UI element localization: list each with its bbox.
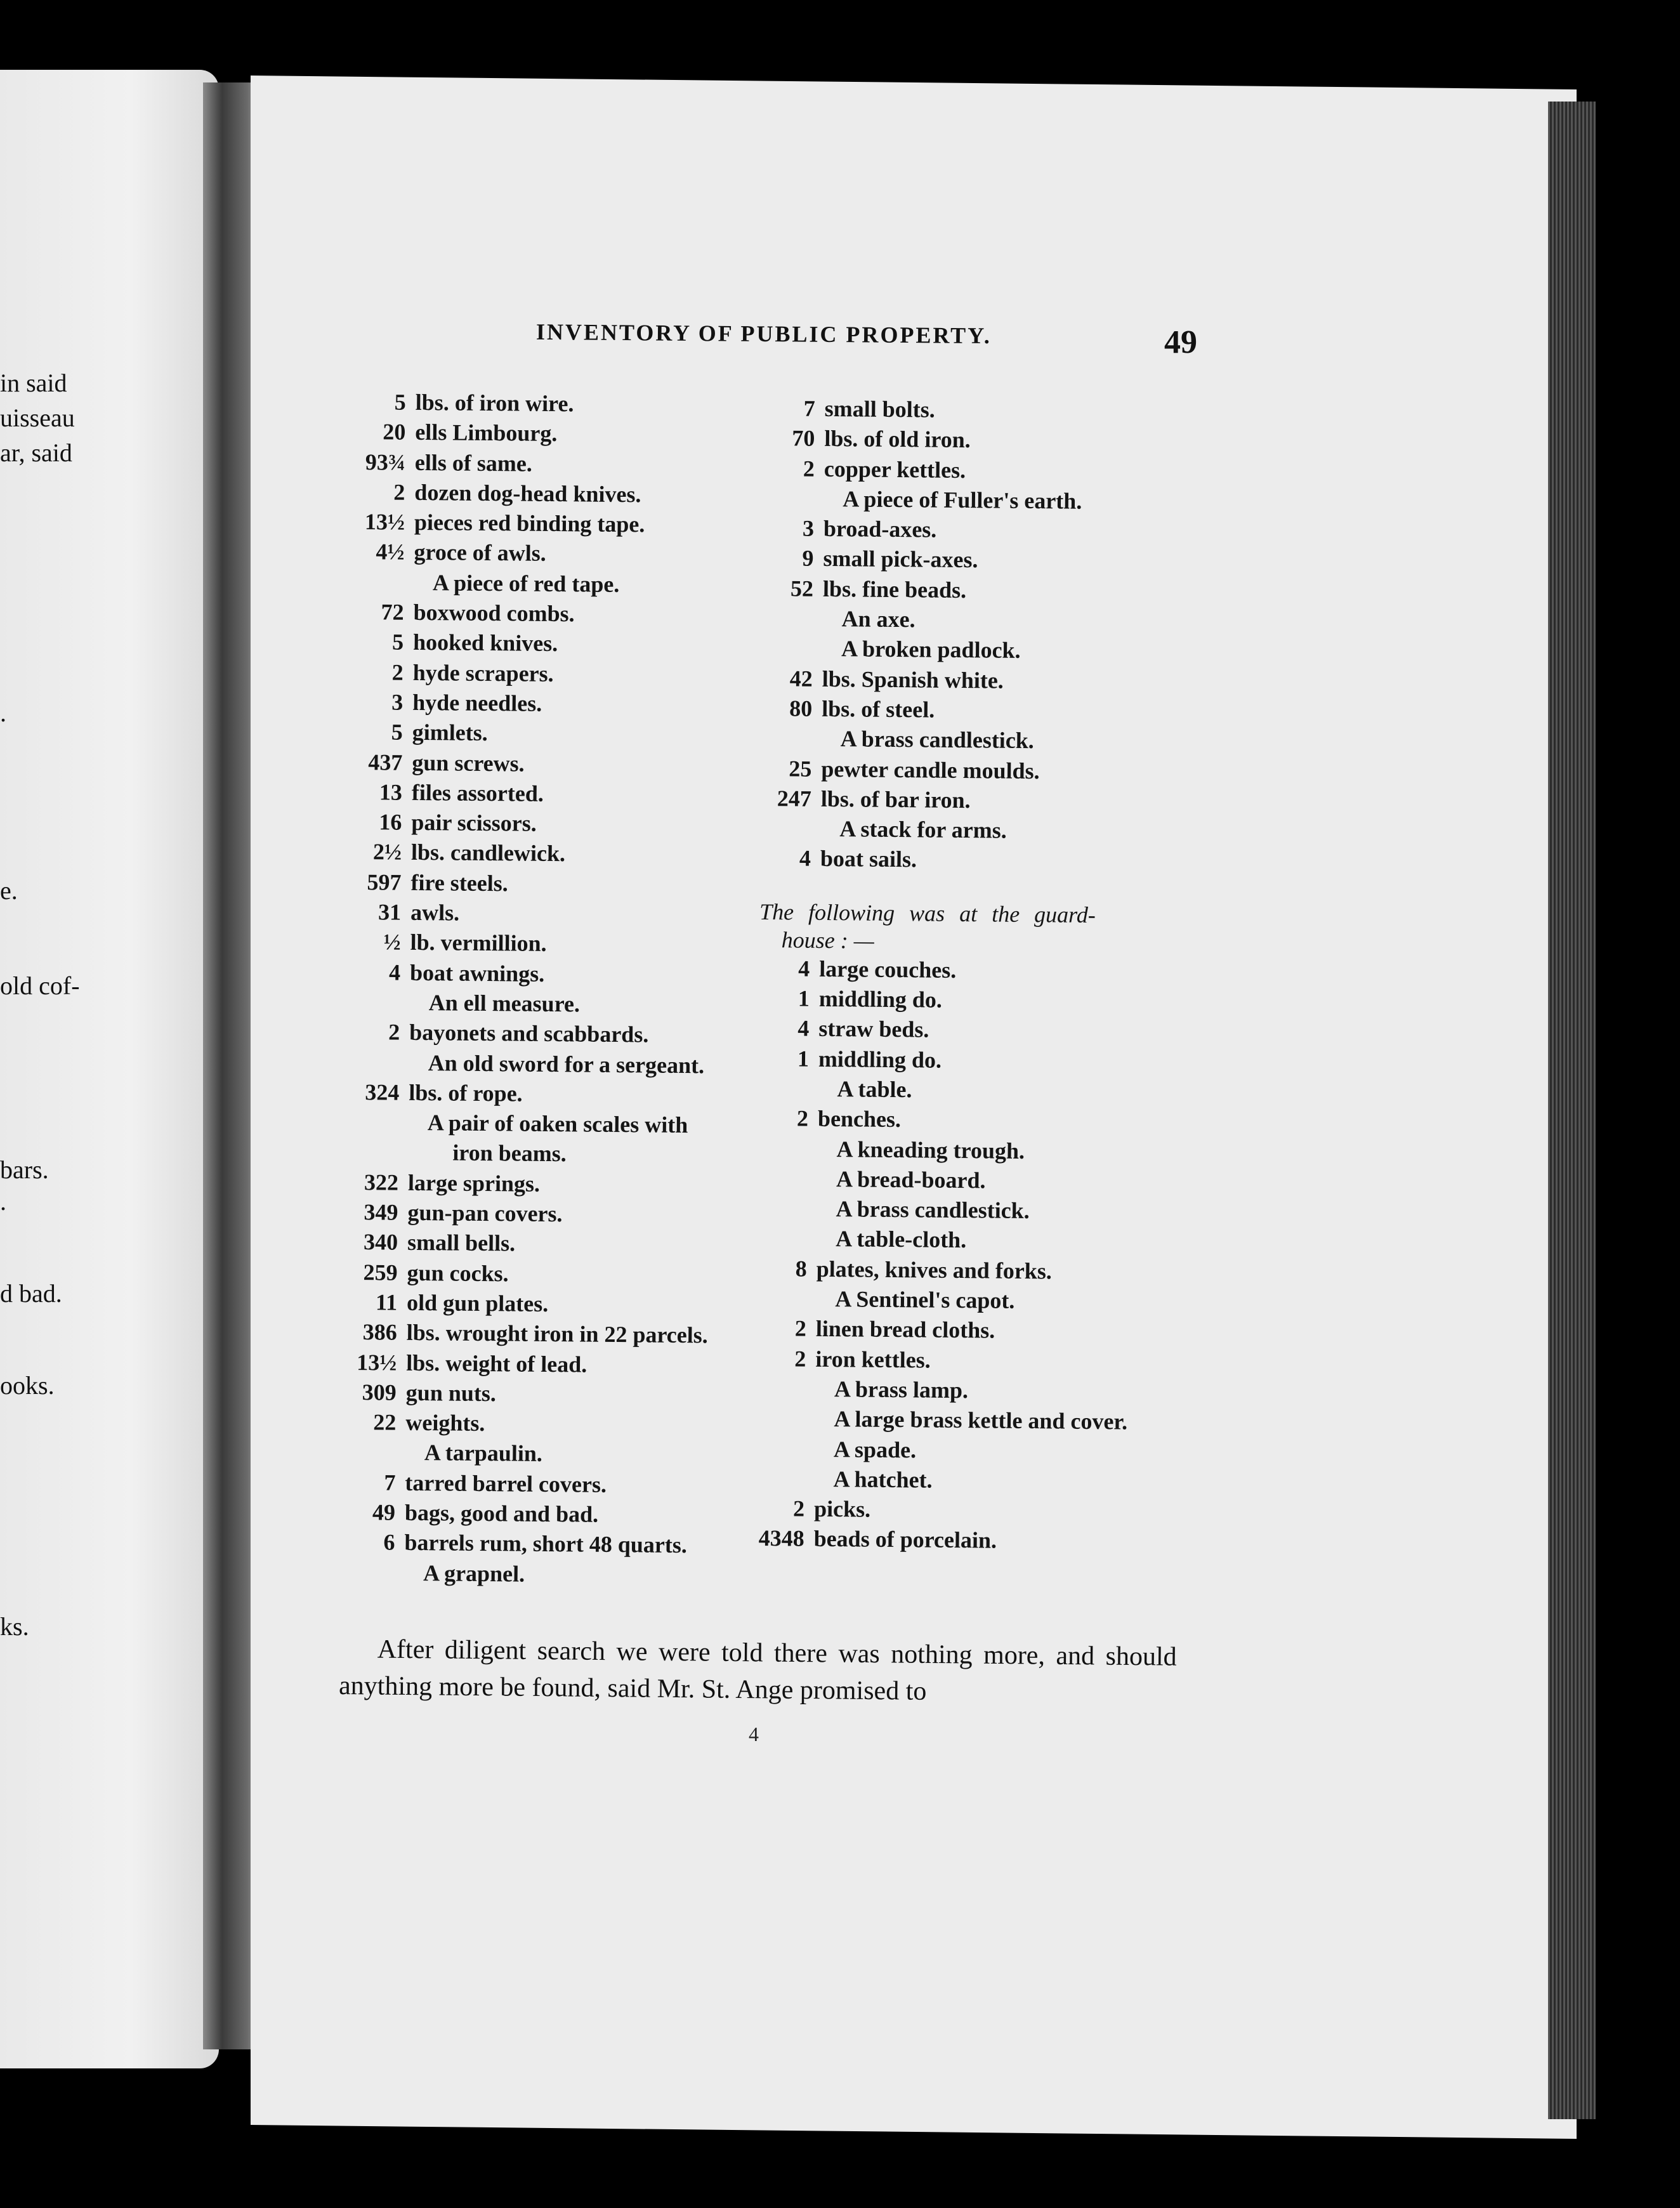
inventory-item [762,633,1193,667]
item-description: A table-cloth. [836,1226,967,1253]
item-quantity: 2 [794,1315,807,1342]
item-description: tarred barrel covers. [405,1469,607,1497]
item-description: groce of awls. [414,539,546,567]
inventory-item [351,747,758,781]
inventory-item [756,1284,1187,1318]
facing-page-fragment: d bad. [0,1279,62,1308]
item-description: old gun plates. [406,1289,549,1317]
item-description: iron beams. [452,1140,567,1167]
item-description: lbs. weight of lead. [406,1350,587,1377]
item-quantity [763,603,813,604]
guardhouse-heading-cont: house : — [781,927,874,954]
inventory-item [758,1044,1190,1078]
item-quantity [764,483,815,484]
item-description: lbs. of old iron. [824,426,971,453]
item-quantity: 324 [365,1079,400,1105]
item-quantity: 31 [377,899,402,925]
item-quantity: 597 [367,869,402,895]
item-quantity [348,1107,399,1108]
inventory-item [347,1197,753,1231]
item-quantity: 349 [364,1199,398,1225]
inventory-item [345,1497,751,1531]
inventory-item [355,387,761,421]
item-quantity: 5 [394,389,406,415]
inventory-item [754,1433,1186,1468]
item-description: ells Limbourg. [415,419,558,447]
item-description: gun screws. [412,749,525,777]
page-edges [1548,102,1596,2119]
item-description: lbs. of iron wire. [415,389,574,417]
item-description: A table. [837,1076,912,1103]
inventory-item [756,1223,1188,1258]
facing-page-fragment: . [0,699,6,727]
item-quantity: 13½ [357,1349,397,1376]
item-quantity: 1 [797,985,810,1011]
item-description: A brass candlestick. [836,1196,1030,1224]
item-quantity: 22 [373,1409,397,1435]
item-description: picks. [813,1495,871,1522]
item-quantity: 437 [368,749,403,775]
inventory-item [350,867,756,901]
facing-page-fragment: uisseau [0,404,75,432]
inventory-item [763,513,1195,548]
item-description: A bread-board. [836,1166,986,1193]
item-description: gimlets. [412,720,488,746]
item-quantity [758,1133,808,1134]
item-quantity: 2 [388,1019,400,1045]
facing-page-fragment: bars. [0,1155,49,1184]
item-quantity: 4 [388,959,401,985]
item-quantity: 2 [794,1346,806,1372]
inventory-item [349,1017,755,1051]
item-quantity [761,813,811,814]
inventory-item [763,543,1194,577]
item-quantity: 2 [803,456,815,482]
item-description: bayonets and scabbards. [409,1020,649,1048]
inventory-item [355,417,761,450]
inventory-list-stores [760,393,1196,877]
inventory-column-left [344,387,761,1591]
inventory-item [761,664,1193,698]
item-description: hooked knives. [412,629,558,657]
inventory-item [346,1287,752,1321]
item-description: lbs. of rope. [409,1079,523,1107]
item-quantity [353,567,404,568]
facing-page-fragment: ar, said [0,438,72,467]
item-quantity: 11 [375,1289,398,1315]
inventory-item [759,983,1190,1018]
inventory-item [761,723,1193,758]
inventory-item [351,777,758,811]
item-description: A grapnel. [423,1560,525,1587]
item-description: large couches. [819,956,957,983]
item-quantity: 42 [789,666,813,692]
inventory-item [755,1344,1186,1378]
inventory-item [346,1377,752,1411]
item-description: A pair of oaken scales with [427,1110,688,1138]
item-quantity: 49 [372,1499,396,1525]
item-description: A piece of red tape. [432,569,620,597]
item-quantity: 3 [802,515,815,541]
inventory-item [344,1527,750,1561]
inventory-item [353,537,759,570]
item-quantity: 5 [391,629,404,655]
item-quantity [349,1047,400,1048]
inventory-item [346,1258,752,1291]
inventory-item [758,1103,1189,1138]
item-quantity: 6 [383,1529,395,1555]
item-description: beads of porcelain. [813,1526,997,1553]
inventory-item [761,754,1192,788]
inventory-item [348,1077,754,1111]
signature-mark: 4 [749,1723,759,1745]
item-description: gun cocks. [407,1259,509,1286]
item-description: A brass candlestick. [840,726,1035,754]
item-description: An old sword for a sergeant. [428,1049,705,1078]
inventory-item [755,1374,1186,1408]
inventory-item [351,807,757,841]
item-description: A Sentinel's capot. [835,1286,1015,1313]
page-number: 49 [1164,324,1197,360]
item-description: A spade. [833,1436,917,1462]
inventory-item [348,1137,754,1171]
inventory-item [345,1437,751,1471]
facing-page [0,70,219,2068]
item-quantity: 72 [381,599,404,625]
item-description: linen bread cloths. [815,1316,995,1343]
item-description: large springs. [407,1169,541,1197]
guardhouse-heading: The following was at the guard- [759,898,1096,928]
inventory-item [756,1193,1188,1228]
item-quantity: 5 [391,719,403,746]
item-quantity [755,1403,806,1404]
item-description: hyde scrapers. [412,659,554,687]
item-description: plates, knives and forks. [816,1256,1053,1284]
item-quantity: 4 [797,1015,810,1042]
item-quantity: 7 [384,1469,396,1495]
item-description: dozen dog-head knives. [414,479,641,508]
inventory-item [347,1227,753,1261]
item-quantity [345,1437,396,1438]
item-quantity [348,1137,399,1138]
item-quantity: 4 [799,846,811,872]
inventory-item [764,423,1195,457]
item-description: small pick-axes. [823,546,978,573]
item-description: ells of same. [414,449,533,476]
item-quantity: 309 [362,1379,397,1405]
item-description: An ell measure. [428,990,581,1017]
inventory-item [350,897,756,931]
item-quantity: 4½ [376,539,405,565]
item-description: gun nuts. [405,1379,497,1406]
item-description: gun-pan covers. [407,1199,563,1227]
item-description: A kneading trough. [836,1136,1025,1164]
item-quantity [757,1193,808,1194]
inventory-item [353,567,759,601]
item-description: weights. [405,1409,485,1436]
inventory-item [760,843,1191,877]
inventory-list-guardhouse [753,954,1190,1558]
item-description: lbs. Spanish white. [822,666,1004,693]
item-quantity: 4348 [758,1525,804,1552]
facing-page-fragment: . [0,1187,6,1216]
item-description: A large brass kettle and cover. [834,1406,1128,1435]
inventory-item [352,687,758,721]
item-quantity [761,723,812,724]
inventory-item [754,1464,1185,1498]
item-description: A hatchet. [833,1466,933,1493]
item-description: lbs. of bar iron. [820,785,971,813]
inventory-item [346,1317,752,1351]
item-quantity [754,1433,805,1434]
inventory-item [352,717,758,751]
facing-page-fragment: old cof- [0,971,80,1000]
item-quantity: 93¾ [365,449,406,475]
item-quantity: 247 [777,785,812,812]
inventory-item [351,837,757,871]
item-description: boxwood combs. [413,599,575,627]
item-description: lb. vermillion. [410,930,547,957]
item-description: benches. [817,1106,902,1133]
item-description: iron kettles. [815,1346,931,1373]
inventory-item [760,813,1191,848]
item-description: pewter candle moulds. [821,756,1040,784]
item-description: A tarpaulin. [424,1440,543,1467]
item-quantity: 4 [798,956,810,982]
item-description: fire steels. [410,869,508,897]
closing-paragraph-text: After diligent search we were told there was nothing more, and should anything more be found, said Mr. St. Ange promised to [338,1634,1177,1706]
facing-page-fragment: in said [0,369,67,397]
item-description: A brass lamp. [834,1376,969,1403]
item-quantity: 386 [362,1319,397,1345]
item-quantity: 2 [393,479,405,505]
item-quantity: 340 [363,1229,398,1256]
item-quantity: 70 [792,425,815,452]
item-description: awls. [410,899,460,926]
inventory-column-right [753,393,1196,1558]
inventory-item [762,603,1193,638]
inventory-item [756,1313,1187,1348]
inventory-item [761,784,1192,818]
item-quantity: 2 [796,1105,809,1131]
item-quantity [344,1557,395,1558]
item-quantity [762,633,813,634]
item-quantity: 52 [790,575,814,601]
item-quantity: 3 [391,689,404,715]
inventory-item [350,927,756,961]
inventory-item [758,1013,1190,1048]
item-description: A piece of Fuller's earth. [843,486,1082,514]
inventory-item [344,1557,750,1591]
item-quantity: 322 [364,1169,399,1195]
item-description: An axe. [841,606,915,633]
inventory-item [758,1074,1189,1108]
item-quantity: 8 [795,1256,807,1282]
item-quantity: ½ [383,929,401,956]
inventory-item [354,507,760,541]
item-quantity [350,987,400,988]
item-description: small bolts. [824,395,935,423]
item-description: middling do. [818,1046,942,1073]
item-description: A broken padlock. [841,636,1021,664]
inventory-item [346,1347,752,1381]
running-head: INVENTORY OF PUBLIC PROPERTY. [535,319,992,349]
item-quantity: 259 [363,1259,398,1285]
item-description: middling do. [818,985,943,1013]
inventory-item [759,954,1190,988]
facing-page-fragment: e. [0,876,18,905]
inventory-item [353,597,759,631]
item-description: lbs. fine beads. [822,575,967,603]
item-quantity [756,1223,807,1224]
inventory-item [753,1523,1185,1558]
inventory-item [345,1468,751,1501]
facing-page-fragment: ooks. [0,1371,55,1400]
item-description: bags, good and bad. [404,1499,599,1527]
item-description: lbs. wrought iron in 22 parcels. [406,1320,708,1348]
inventory-item [754,1403,1186,1438]
inventory-item [350,957,756,991]
inventory-item [754,1494,1185,1528]
inventory-item [757,1164,1188,1198]
item-description: lbs. candlewick. [410,839,566,867]
item-quantity: 2½ [372,839,402,865]
item-quantity: 13 [379,779,403,805]
item-quantity: 20 [383,419,406,445]
item-description: boat sails. [820,846,917,872]
item-description: small bells. [407,1230,516,1256]
item-description: boat awnings. [409,959,545,987]
inventory-item [765,393,1196,428]
item-description: pair scissors. [411,810,537,836]
item-description: straw beds. [818,1016,929,1042]
item-quantity: 7 [803,395,815,421]
item-description: broad-axes. [823,516,937,542]
inventory-item [348,1167,754,1201]
item-description: barrels rum, short 48 quarts. [404,1530,688,1558]
item-description: hyde needles. [412,689,542,716]
item-quantity: 2 [391,659,404,685]
inventory-item [353,627,759,660]
item-description: pieces red binding tape. [414,509,645,537]
item-quantity: 2 [792,1495,805,1521]
inventory-item [355,447,761,481]
inventory-item [757,1133,1188,1167]
item-quantity: 9 [802,546,814,572]
inventory-item [349,1047,755,1081]
item-description: lbs. of steel. [822,695,935,723]
closing-paragraph [339,1631,1177,1712]
inventory-item [345,1407,751,1441]
inventory-item [764,454,1195,488]
inventory-item [352,657,758,691]
inventory-item [349,987,755,1021]
inventory-item [763,574,1194,608]
item-description: A stack for arms. [839,816,1007,843]
inventory-item [761,693,1193,728]
inventory-item [763,483,1195,518]
item-quantity: 25 [789,755,812,782]
item-quantity: 1 [797,1046,810,1072]
item-description: copper kettles. [824,456,966,483]
facing-page-fragment: ks. [0,1612,29,1641]
inventory-item [354,477,760,511]
inventory-item [348,1107,754,1141]
item-quantity: 13½ [364,509,405,535]
item-description: files assorted. [411,779,544,806]
item-quantity: 16 [379,809,402,835]
inventory-item [756,1254,1188,1288]
item-quantity: 80 [789,695,813,721]
